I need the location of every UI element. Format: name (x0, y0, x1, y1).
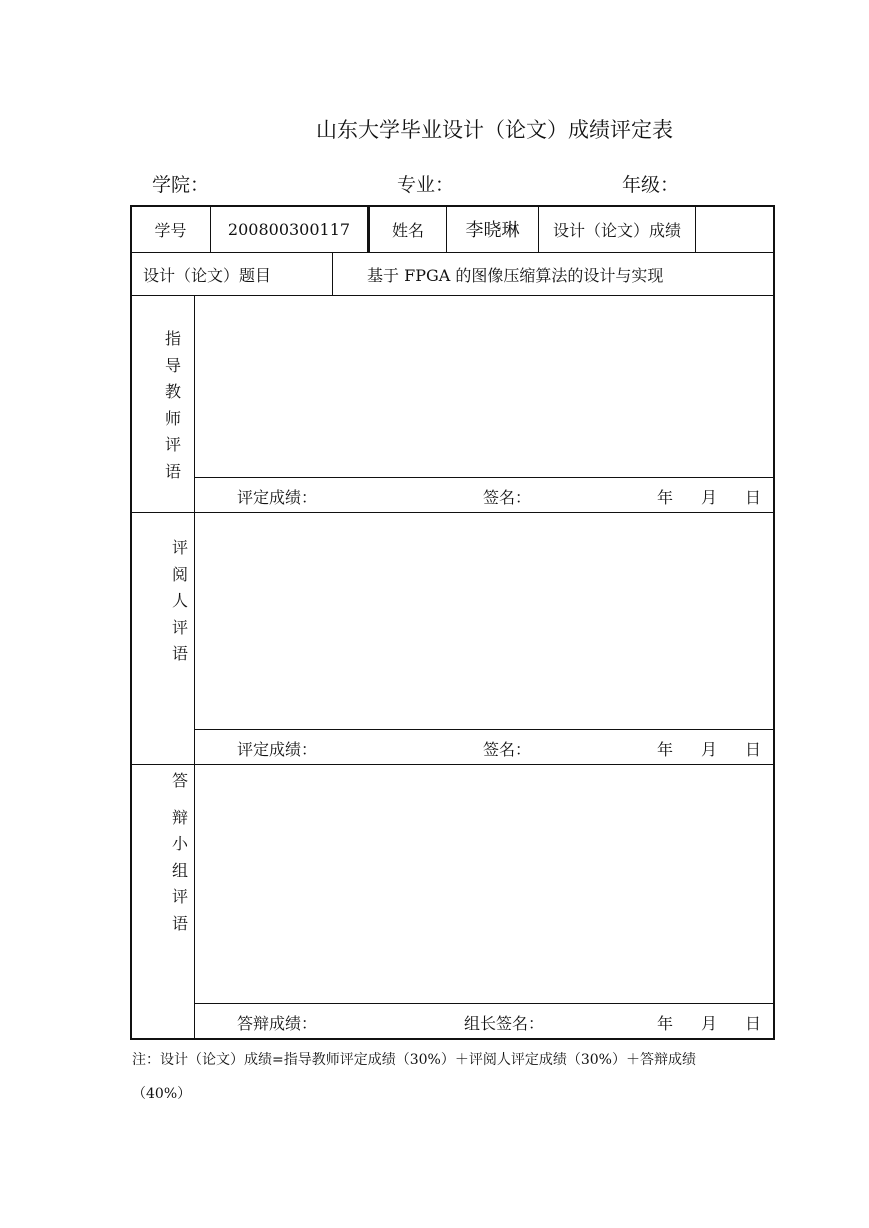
month-label: 月 (701, 740, 718, 759)
row-divider (195, 477, 774, 478)
month-label: 月 (701, 488, 718, 507)
col-divider (332, 252, 333, 295)
year-label: 年 (657, 488, 674, 507)
row-divider (195, 729, 774, 730)
thesis-score-value[interactable] (696, 206, 774, 252)
advisor-score-label: 评定成绩： (237, 488, 318, 507)
reviewer-score-label: 评定成绩： (237, 740, 318, 759)
name-value: 李晓琳 (465, 220, 520, 241)
footnote-line1: 注：设计（论文）成绩=指导教师评定成绩（30%）＋评阅人评定成绩（30%）＋答辩成绩 (132, 1052, 696, 1068)
day-label: 日 (745, 1014, 762, 1033)
reviewer-comment-area[interactable] (196, 513, 773, 728)
student-id-value: 200800300117 (227, 219, 351, 239)
year-label: 年 (657, 1014, 674, 1033)
reviewer-comment-label: 评 阅 人 评 语 (171, 538, 188, 663)
day-label: 日 (745, 488, 762, 507)
topic-label: 设计（论文）题目 (143, 265, 272, 285)
student-id-label: 学号 (154, 220, 187, 240)
leader-sign-label: 组长签名： (464, 1014, 545, 1033)
advisor-sign-label: 签名： (483, 488, 532, 507)
topic-value: 基于 FPGA 的图像压缩算法的设计与实现 (367, 265, 664, 285)
name-label: 姓名 (391, 220, 424, 240)
day-label: 日 (745, 740, 762, 759)
defense-comment-label: 答 辩 小 组 评 语 (171, 771, 188, 933)
footnote-line2: （40%） (132, 1086, 192, 1102)
defense-comment-area[interactable] (196, 765, 773, 1002)
advisor-comment-area[interactable] (196, 296, 773, 476)
year-label: 年 (657, 740, 674, 759)
reviewer-sign-label: 签名： (483, 740, 532, 759)
grade-label: 年级： (622, 174, 680, 196)
month-label: 月 (701, 1014, 718, 1033)
advisor-comment-label: 指 导 教 师 评 语 (164, 329, 181, 481)
major-label: 专业： (397, 174, 455, 196)
col-divider (194, 295, 195, 1039)
page-title: 山东大学毕业设计（论文）成绩评定表 (316, 118, 673, 142)
college-label: 学院： (152, 174, 210, 196)
defense-score-label: 答辩成绩： (237, 1014, 318, 1033)
row-divider (195, 1003, 774, 1004)
thesis-score-label: 设计（论文）成绩 (552, 220, 681, 240)
